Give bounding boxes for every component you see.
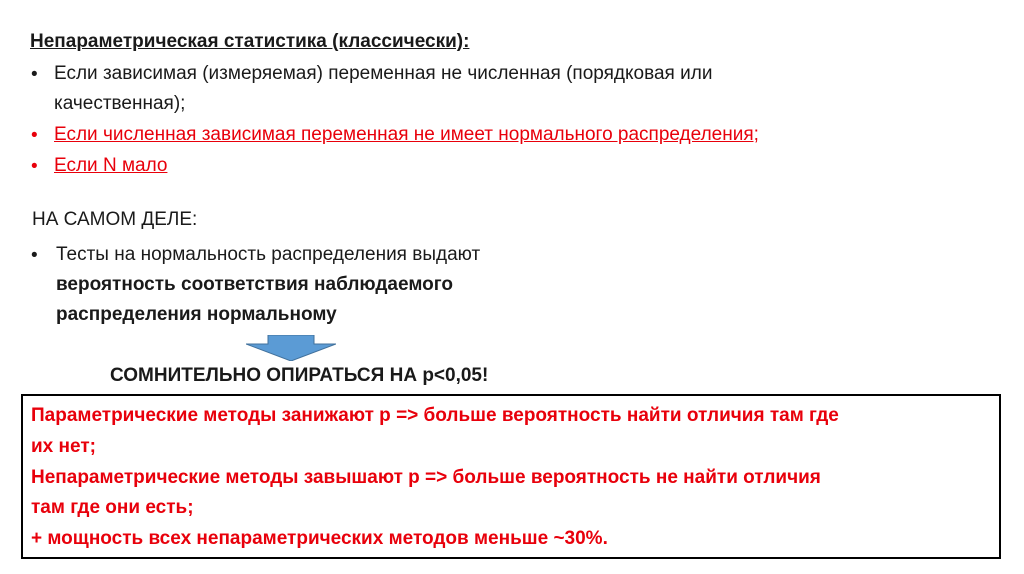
box-line-3: Непараметрические методы завышают p => больше вероятность не найти отличия	[31, 467, 821, 488]
bullet-item-3: Если N мало	[54, 155, 168, 176]
box-line-5: + мощность всех непараметрических методов меньше ~30%.	[31, 528, 608, 549]
section-title: Непараметрическая статистика (классически):	[30, 31, 470, 52]
bullet-3: •	[31, 156, 38, 177]
conclusion-text: СОМНИТЕЛЬНО ОПИРАТЬСЯ НА p<0,05!	[110, 365, 489, 386]
bullet-2: •	[31, 125, 38, 146]
bullet-4: •	[31, 245, 38, 266]
section2-bold-line1: вероятность соответствия наблюдаемого	[56, 274, 453, 295]
down-arrow-icon	[246, 335, 336, 361]
summary-box	[21, 394, 1001, 559]
bullet-item-1-line1: Если зависимая (измеряемая) переменная не численная (порядковая или	[54, 63, 713, 84]
box-line-4: там где они есть;	[31, 497, 194, 518]
box-line-2: их нет;	[31, 436, 96, 457]
box-line-1: Параметрические методы занижают p => больше вероятность найти отличия там где	[31, 405, 839, 426]
bullet-item-1-line2: качественная);	[54, 93, 186, 114]
bullet-item-2: Если численная зависимая переменная не имеет нормального распределения;	[54, 124, 759, 145]
section2-bullet-text: Тесты на нормальность распределения выдают	[56, 244, 481, 265]
bullet-1: •	[31, 64, 38, 85]
section2-heading: НА САМОМ ДЕЛЕ:	[32, 209, 198, 230]
section2-bold-line2: распределения нормальному	[56, 304, 337, 325]
